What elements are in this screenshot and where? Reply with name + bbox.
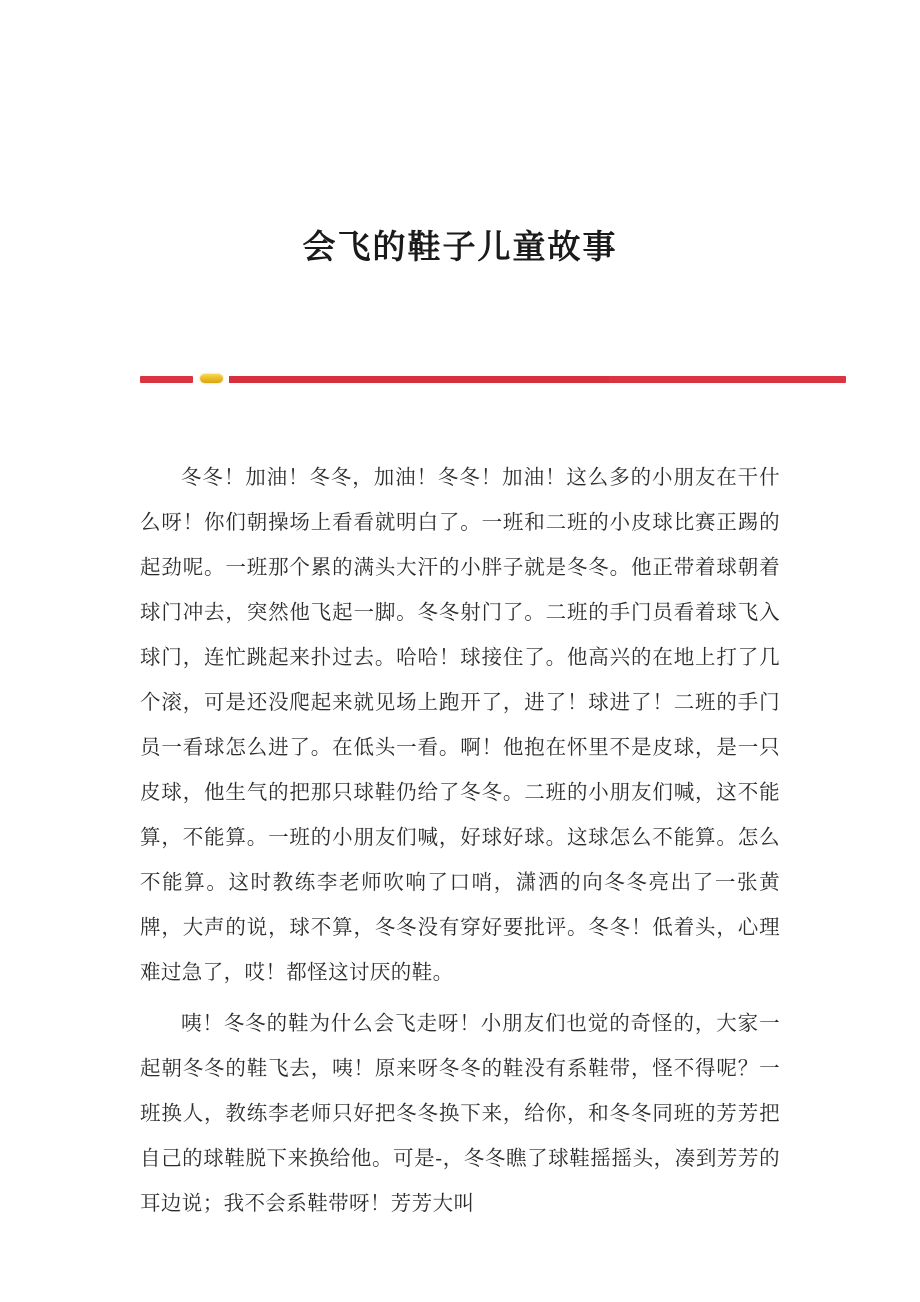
divider-right-segment	[229, 376, 846, 383]
page-title: 会飞的鞋子儿童故事	[302, 227, 618, 267]
document-body	[140, 455, 780, 1226]
divider-gold-pill-icon	[200, 374, 223, 383]
paragraph: 冬冬！加油！冬冬，加油！冬冬！加油！这么多的小朋友在干什么呀！你们朝操场上看看就明白了。一班和二班的小皮球比赛正踢的起劲呢。一班那个累的满头大汗的小胖子就是冬冬。他正带着球朝着球门冲去，突然他飞起一脚。冬冬射门了。二班的手门员看着球飞入球门，连忙跳起来扑过去。哈哈！球接住了。他高兴的在地上打了几个滚，可是还没爬起来就见场上跑开了，进了！球进了！二班的手门员一看球怎么进了。在低头一看。啊！他抱在怀里不是皮球，是一只皮球，他生气的把那只球鞋仍给了冬冬。二班的小朋友们喊，这不能算，不能算。一班的小朋友们喊，好球好球。这球怎么不能算。怎么不能算。这时教练李老师吹响了口哨，潇洒的向冬冬亮出了一张黄牌，大声的说，球不算，冬冬没有穿好要批评。冬冬！低着头，心理难过急了，哎！都怪这讨厌的鞋。	[140, 465, 780, 984]
divider-left-segment	[140, 376, 193, 383]
paragraph: 咦！冬冬的鞋为什么会飞走呀！小朋友们也觉的奇怪的，大家一起朝冬冬的鞋飞去，咦！原来呀冬冬的鞋没有系鞋带，怪不得呢？一班换人，教练李老师只好把冬冬换下来，给你，和冬冬同班的芳芳把自己的球鞋脱下来换给他。可是-，冬冬瞧了球鞋摇摇头，凑到芳芳的耳边说；我不会系鞋带呀！芳芳大叫	[140, 1011, 780, 1215]
decorative-divider	[140, 373, 846, 387]
